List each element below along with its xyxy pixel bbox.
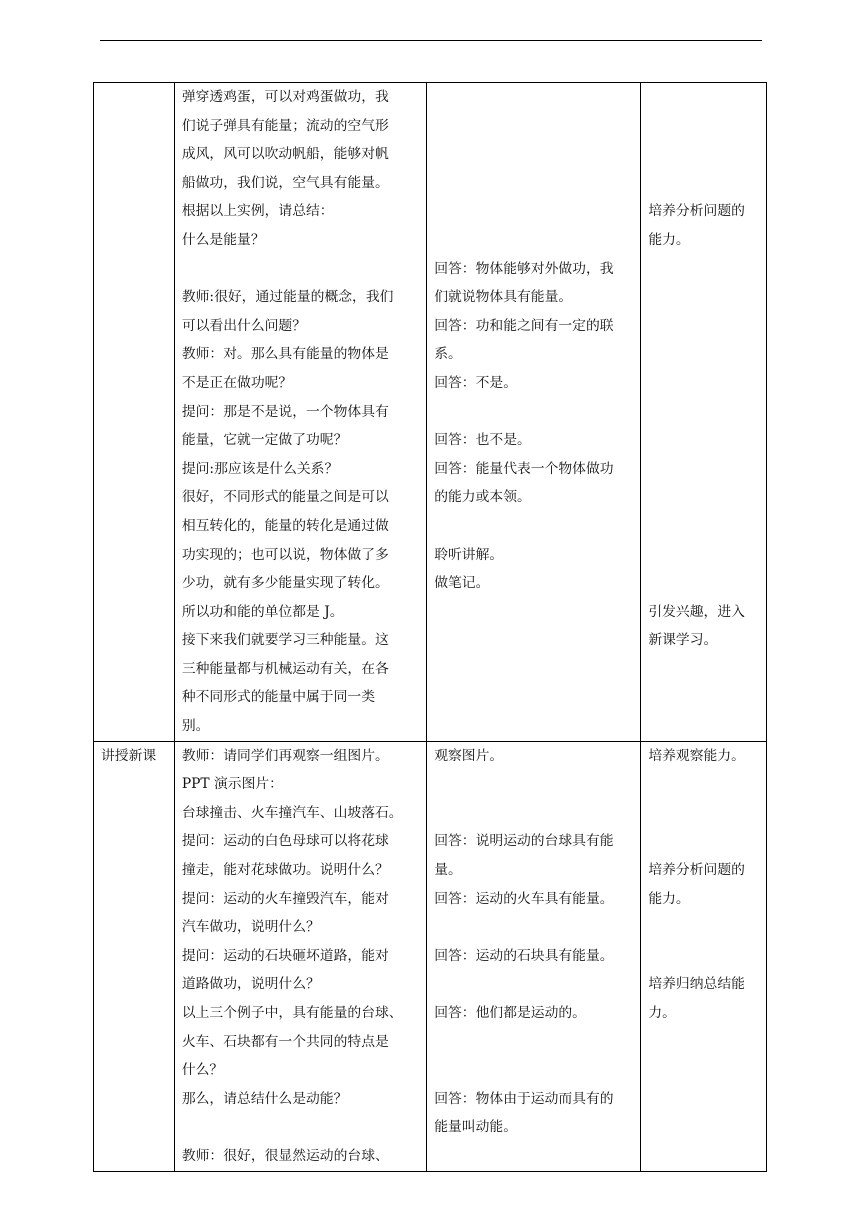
text-line: 能力。 xyxy=(648,890,690,907)
text-line xyxy=(648,799,759,828)
text-line xyxy=(648,312,759,341)
table-row xyxy=(94,83,767,742)
text-line: 那么，请总结什么是动能？ xyxy=(181,1090,348,1107)
text-line xyxy=(648,569,759,598)
text-line: 提问：运动的白色母球可以将花球 xyxy=(181,833,389,850)
text-line: 可以看出什么问题？ xyxy=(181,317,307,334)
text-line xyxy=(434,1028,633,1057)
student-activity-cell xyxy=(427,741,641,1171)
text-line: 新课学习。 xyxy=(648,632,718,649)
text-line: 教师:很好，通过能量的概念，我们 xyxy=(181,289,394,306)
text-line: 能量叫动能。 xyxy=(434,1119,517,1136)
text-line: 台球撞击、火车撞汽车、山坡落石。 xyxy=(181,804,403,821)
text-line xyxy=(434,197,633,226)
text-line xyxy=(434,512,633,541)
text-line: 回答：说明运动的台球具有能 xyxy=(434,833,614,850)
text-line xyxy=(648,340,759,369)
lesson-plan-table xyxy=(93,82,767,1172)
table-row xyxy=(94,741,767,1171)
text-line: 提问：那是不是说，一个物体具有 xyxy=(181,403,389,420)
text-line xyxy=(648,483,759,512)
text-line: 量。 xyxy=(434,862,462,879)
teacher-activity-cell xyxy=(174,83,426,742)
text-line: 回答：他们都是运动的。 xyxy=(434,1005,586,1021)
text-line: 力。 xyxy=(648,1005,676,1021)
text-line xyxy=(648,770,759,799)
text-line: 三种能量都与机械运动有关，在各 xyxy=(181,660,389,677)
text-line: 教师：很好，很显然运动的台球、 xyxy=(181,1147,389,1164)
text-line xyxy=(434,1056,633,1085)
text-line: 相互转化的，能量的转化是通过做 xyxy=(181,517,389,534)
student-activity-cell xyxy=(427,83,641,742)
text-line xyxy=(434,913,633,942)
text-line xyxy=(648,140,759,169)
text-line xyxy=(648,283,759,312)
text-line xyxy=(434,770,633,799)
text-line xyxy=(648,398,759,427)
text-line: 能量，它就一定做了功呢？ xyxy=(181,432,348,449)
text-line xyxy=(648,541,759,570)
text-line xyxy=(434,169,633,198)
text-line: 们说子弹具有能量；流动的空气形 xyxy=(181,117,389,134)
text-line xyxy=(648,512,759,541)
text-line xyxy=(434,140,633,169)
text-line: 回答：功和能之间有一定的联 xyxy=(434,317,614,334)
text-line: 做笔记。 xyxy=(434,575,490,592)
stage-label: 讲授新课 xyxy=(101,747,157,764)
text-line xyxy=(648,913,759,942)
text-line: 提问:那应该是什么关系？ xyxy=(181,460,339,477)
teacher-activity-cell xyxy=(174,741,426,1171)
text-line xyxy=(434,970,633,999)
text-line xyxy=(182,255,419,284)
text-line: 道路做功，说明什么？ xyxy=(181,976,320,993)
text-line: 撞走，能对花球做功。说明什么？ xyxy=(181,862,389,879)
text-line: PPT 演示图片： xyxy=(181,776,283,793)
text-line xyxy=(648,169,759,198)
text-line: 能力。 xyxy=(648,231,690,248)
text-line: 少功，就有多少能量实现了转化。 xyxy=(181,575,389,592)
text-line xyxy=(648,942,759,971)
text-line: 根据以上实例，请总结： xyxy=(181,203,334,220)
text-line: 培养归纳总结能 xyxy=(648,976,745,993)
text-line xyxy=(648,827,759,856)
text-line xyxy=(182,1113,419,1142)
text-line: 培养观察能力。 xyxy=(648,747,745,764)
text-line: 的能力或本领。 xyxy=(434,489,531,506)
text-line xyxy=(648,112,759,141)
text-line xyxy=(648,369,759,398)
text-line: 回答：物体能够对外做功，我 xyxy=(434,260,614,277)
text-line: 成风，风可以吹动帆船，能够对帆 xyxy=(181,146,389,163)
stage-cell xyxy=(94,83,175,742)
text-line xyxy=(434,398,633,427)
text-line: 们就说物体具有能量。 xyxy=(434,289,573,306)
text-line: 观察图片。 xyxy=(434,747,504,764)
text-line: 回答：运动的火车具有能量。 xyxy=(434,890,614,907)
text-line: 所以功和能的单位都是 J。 xyxy=(181,603,344,620)
text-line: 提问：运动的火车撞毁汽车，能对 xyxy=(181,890,389,907)
text-line: 培养分析问题的 xyxy=(648,862,745,879)
text-line: 很好，不同形式的能量之间是可以 xyxy=(181,489,389,506)
text-line: 以上三个例子中，具有能量的台球、 xyxy=(181,1005,403,1021)
text-line: 种不同形式的能量中属于同一类 xyxy=(181,689,375,706)
text-line: 弹穿透鸡蛋，可以对鸡蛋做功，我 xyxy=(181,89,389,105)
design-intent-cell xyxy=(641,83,767,742)
text-line: 接下来我们就要学习三种能量。这 xyxy=(181,632,389,649)
text-line: 回答：运动的石块具有能量。 xyxy=(434,947,614,964)
text-line: 回答：能量代表一个物体做功 xyxy=(434,460,614,477)
text-line xyxy=(648,255,759,284)
text-line xyxy=(648,83,759,112)
text-line: 什么是能量？ xyxy=(181,231,265,248)
text-line: 聆听讲解。 xyxy=(434,546,504,563)
text-line: 火车、石块都有一个共同的特点是 xyxy=(181,1033,389,1050)
design-intent-cell xyxy=(641,741,767,1171)
text-line xyxy=(648,426,759,455)
header-rule xyxy=(100,40,762,41)
text-line: 什么？ xyxy=(181,1062,224,1079)
text-line xyxy=(434,226,633,255)
text-line xyxy=(434,112,633,141)
text-line: 汽车做功，说明什么？ xyxy=(181,919,320,936)
text-line: 教师：请同学们再观察一组图片。 xyxy=(181,747,389,764)
text-line: 系。 xyxy=(434,346,462,363)
text-line: 功实现的；也可以说，物体做了多 xyxy=(181,546,389,563)
text-line: 教师：对。那么具有能量的物体是 xyxy=(181,346,389,363)
text-line: 回答：也不是。 xyxy=(434,432,531,449)
text-line: 回答：物体由于运动而具有的 xyxy=(434,1090,614,1107)
stage-label xyxy=(101,83,167,112)
text-line xyxy=(434,83,633,112)
text-line: 回答：不是。 xyxy=(434,374,517,391)
text-line xyxy=(434,799,633,828)
text-line: 别。 xyxy=(181,718,210,735)
text-line: 船做功，我们说，空气具有能量。 xyxy=(181,174,389,191)
text-line: 提问：运动的石块砸坏道路，能对 xyxy=(181,947,389,964)
text-line: 不是正在做功呢？ xyxy=(181,374,293,391)
text-line: 引发兴趣，进入 xyxy=(648,603,745,620)
text-line: 培养分析问题的 xyxy=(648,203,745,220)
text-line xyxy=(648,455,759,484)
stage-cell xyxy=(94,741,175,1171)
